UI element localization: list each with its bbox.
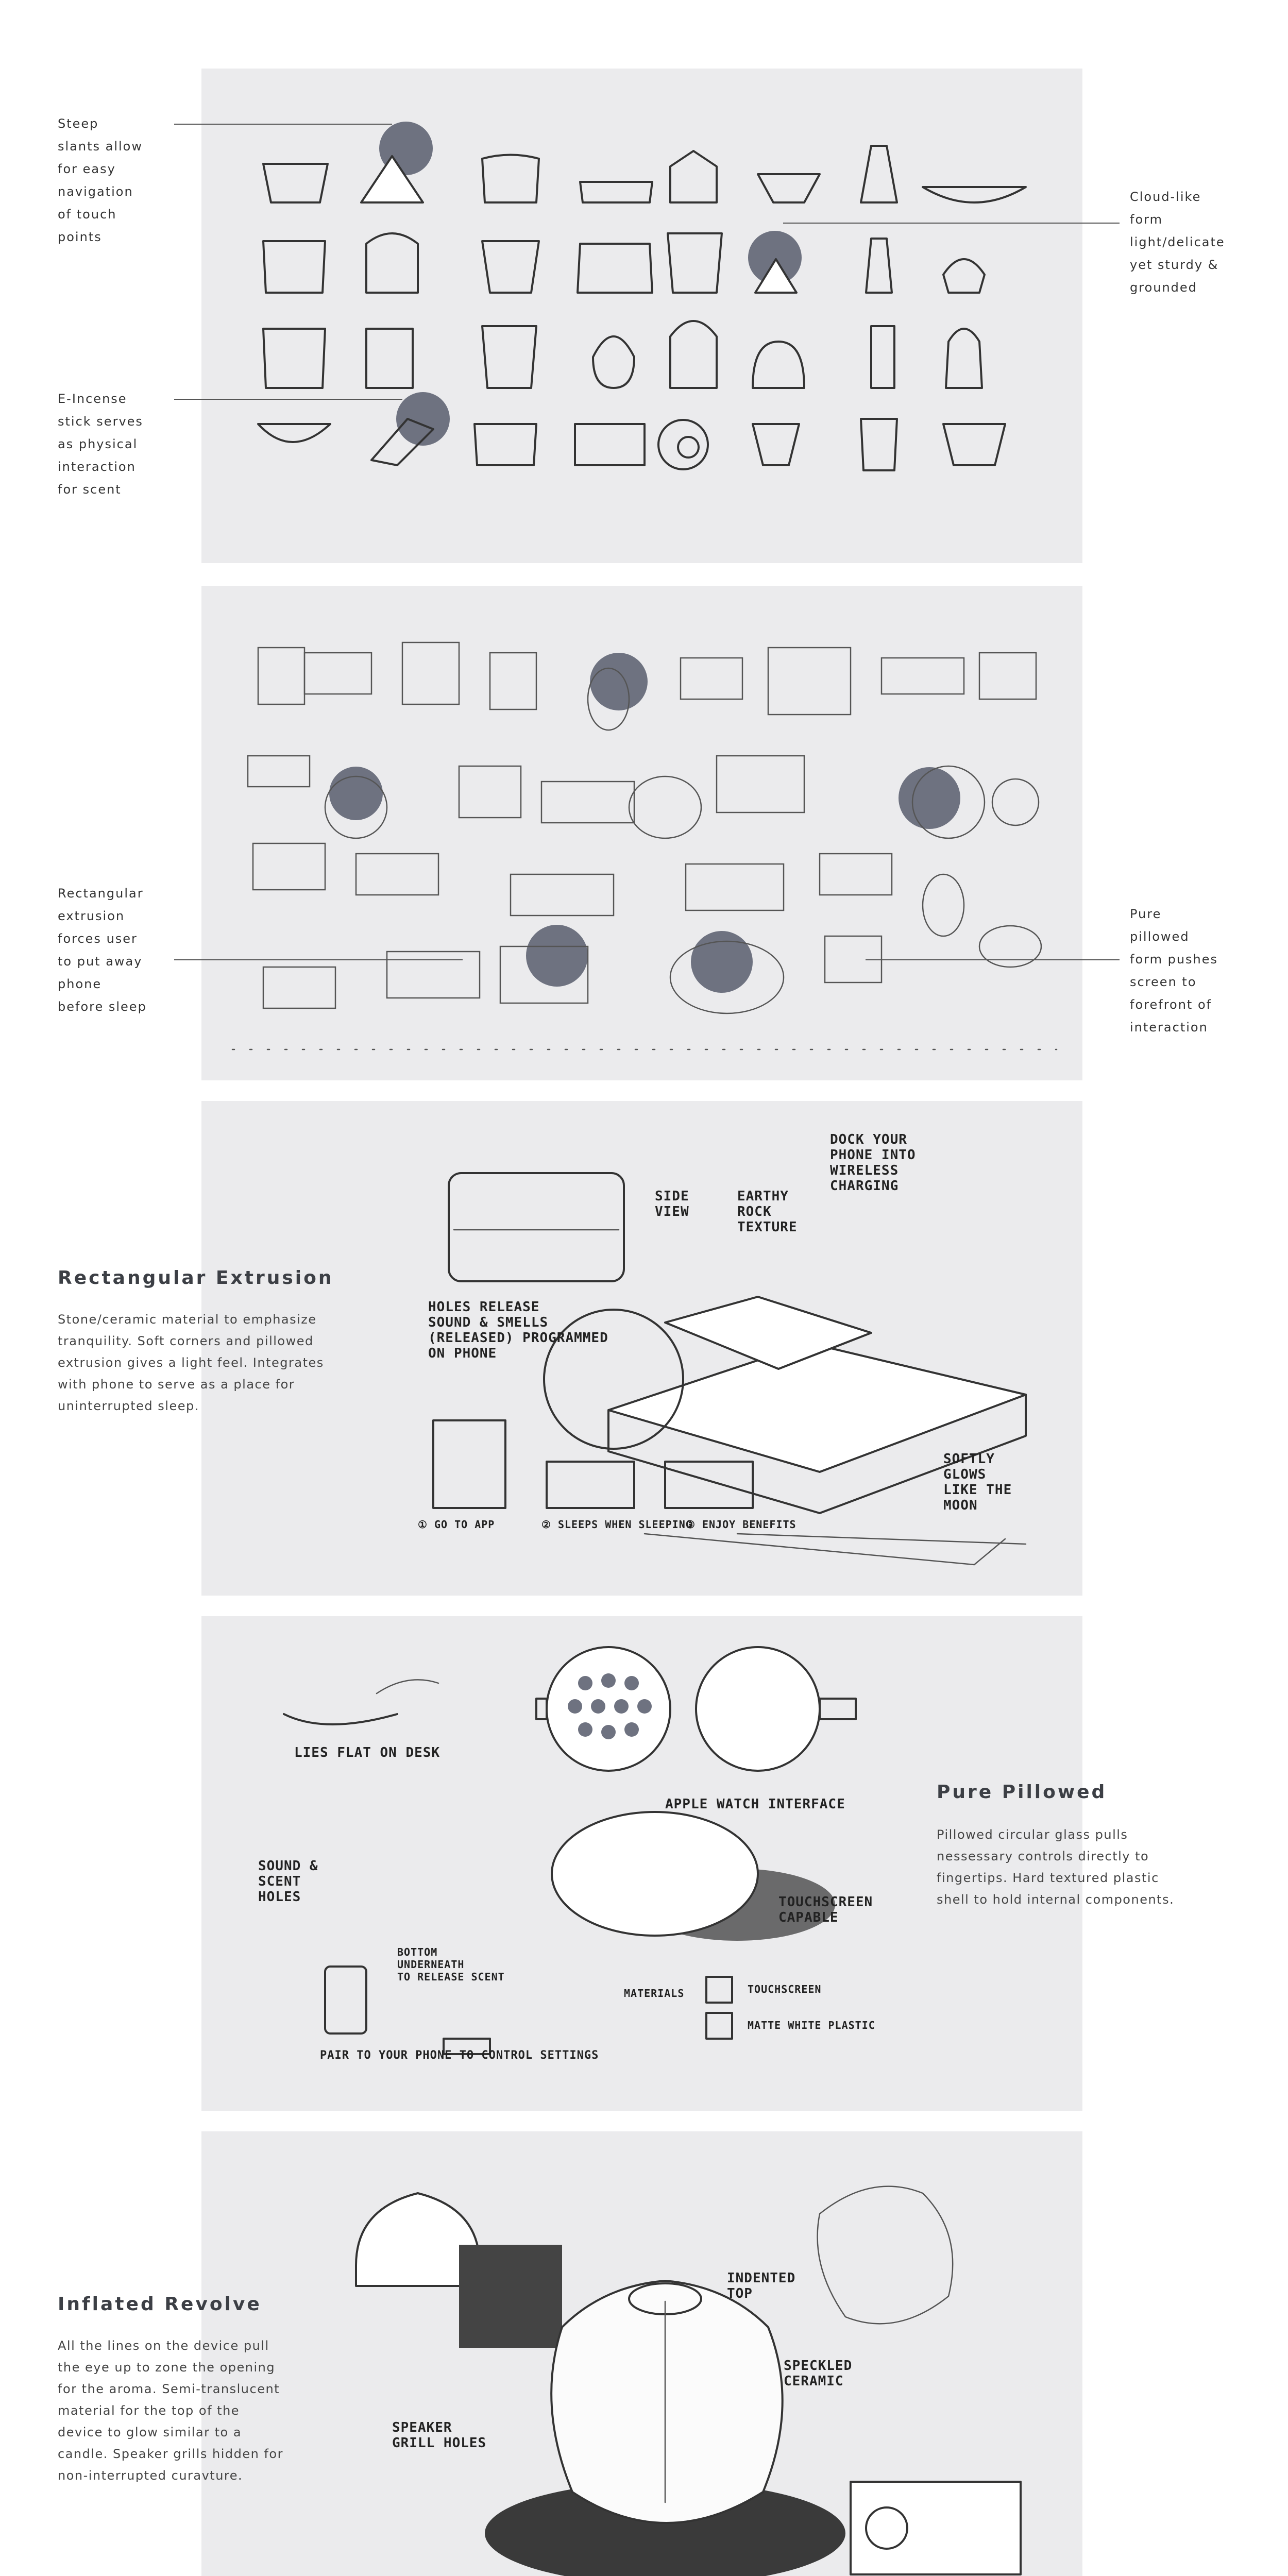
label-sound: SOUND & SCENT HOLES xyxy=(258,1858,318,1905)
accent-circle xyxy=(396,392,450,446)
accent-circle xyxy=(691,931,753,993)
form-study-panel xyxy=(201,69,1082,563)
pure-pillowed-body: Pillowed circular glass pulls nessessary controls directly to fingertips. Hard textured plastic shell to hold internal components. xyxy=(937,1827,1175,1907)
phone-sketch xyxy=(325,1967,366,2033)
leader-line xyxy=(174,399,402,400)
annotation-rect: Rectangular extrusion forces user to put away phone before sleep xyxy=(58,886,147,1014)
label-touch: TOUCHSCREEN CAPABLE xyxy=(778,1894,873,1925)
label-bottom: BOTTOM UNDERNEATH TO RELEASE SCENT xyxy=(397,1946,505,1983)
desk-sketch xyxy=(284,1714,397,1724)
label-matte: MATTE WHITE PLASTIC xyxy=(748,2019,875,2031)
accent-circle xyxy=(329,767,383,820)
accent-circle xyxy=(590,653,648,710)
label-step-1: ① GO TO APP xyxy=(418,1518,495,1531)
label-side-view: SIDE VIEW xyxy=(655,1189,689,1219)
annotation-incense: E-Incense stick serves as physical interaction for scent xyxy=(58,392,143,497)
leader-line xyxy=(174,124,392,125)
label-earthy: EARTHY ROCK TEXTURE xyxy=(737,1189,798,1235)
app-phone-sketch xyxy=(433,1420,505,1508)
label-speckled: SPECKLED CERAMIC xyxy=(784,2358,853,2389)
inflated-revolve-title: Inflated Revolve xyxy=(58,2294,262,2315)
label-dock: DOCK YOUR PHONE INTO WIRELESS CHARGING xyxy=(830,1132,916,1194)
exploration-panel xyxy=(201,586,1082,1080)
pure-pillowed-title: Pure Pillowed xyxy=(937,1782,1107,1803)
rect-extrusion-panel xyxy=(201,1101,1082,1596)
accent-circle xyxy=(899,767,960,829)
sketch-cluster xyxy=(232,642,1057,1049)
label-holes: HOLES RELEASE SOUND & SMELLS (RELEASED) PROGRAMMED ON PHONE xyxy=(428,1299,608,1361)
side-view-block xyxy=(449,1173,624,1281)
label-speaker: SPEAKER GRILL HOLES xyxy=(392,2420,487,2451)
label-step-3: ③ ENJOY BENEFITS xyxy=(686,1518,796,1531)
accent-circle xyxy=(526,925,588,987)
rect-extrusion-body: Stone/ceramic material to emphasize tranquility. Soft corners and pillowed extrusion gives a light feel. Integrates with phone to serve as a place for uninterrupted sleep. xyxy=(58,1312,324,1413)
thumbnail-grid xyxy=(258,146,1026,470)
form-study-sketches xyxy=(201,69,1082,563)
label-step-2: ② SLEEPS WHEN SLEEPING xyxy=(541,1518,692,1531)
watch-face-left xyxy=(547,1647,670,1771)
inflated-revolve-sketch xyxy=(201,2131,1082,2576)
watch-face-right xyxy=(696,1647,820,1771)
leader-line xyxy=(783,223,1120,224)
label-watch: APPLE WATCH INTERFACE xyxy=(665,1797,845,1812)
annotation-cloud: Cloud-like form light/delicate yet sturdy & grounded xyxy=(1130,190,1225,295)
label-touchscreen: TOUCHSCREEN xyxy=(748,1983,822,1995)
rect-extrusion-title: Rectangular Extrusion xyxy=(58,1267,334,1289)
label-materials: MATERIALS xyxy=(624,1987,685,1999)
label-pair: PAIR TO YOUR PHONE TO CONTROL SETTINGS xyxy=(320,2049,599,2062)
inflated-revolve-panel xyxy=(201,2131,1082,2576)
annotation-pure: Pure pillowed form pushes screen to forefront of interaction xyxy=(1130,907,1218,1035)
label-indented: INDENTED TOP xyxy=(727,2270,796,2301)
pillowed-device xyxy=(552,1812,758,1936)
leader-line xyxy=(174,959,463,960)
speaker-detail xyxy=(851,2482,1021,2574)
inflated-revolve-body: All the lines on the device pull the eye up to zone the opening for the aroma. Semi-translucent material for the top of the device to glow similar to a candle. Speaker grills hidden for non-interrupted curavture. xyxy=(58,2338,283,2483)
label-glows: SOFTLY GLOWS LIKE THE MOON xyxy=(943,1451,1012,1513)
revolve-body xyxy=(551,2281,783,2523)
annotation-steep: Steep slants allow for easy navigation of touch points xyxy=(58,116,143,244)
leader-line xyxy=(866,959,1120,960)
exploration-sketches xyxy=(201,586,1082,1080)
label-desk: LIES FLAT ON DESK xyxy=(294,1745,440,1760)
